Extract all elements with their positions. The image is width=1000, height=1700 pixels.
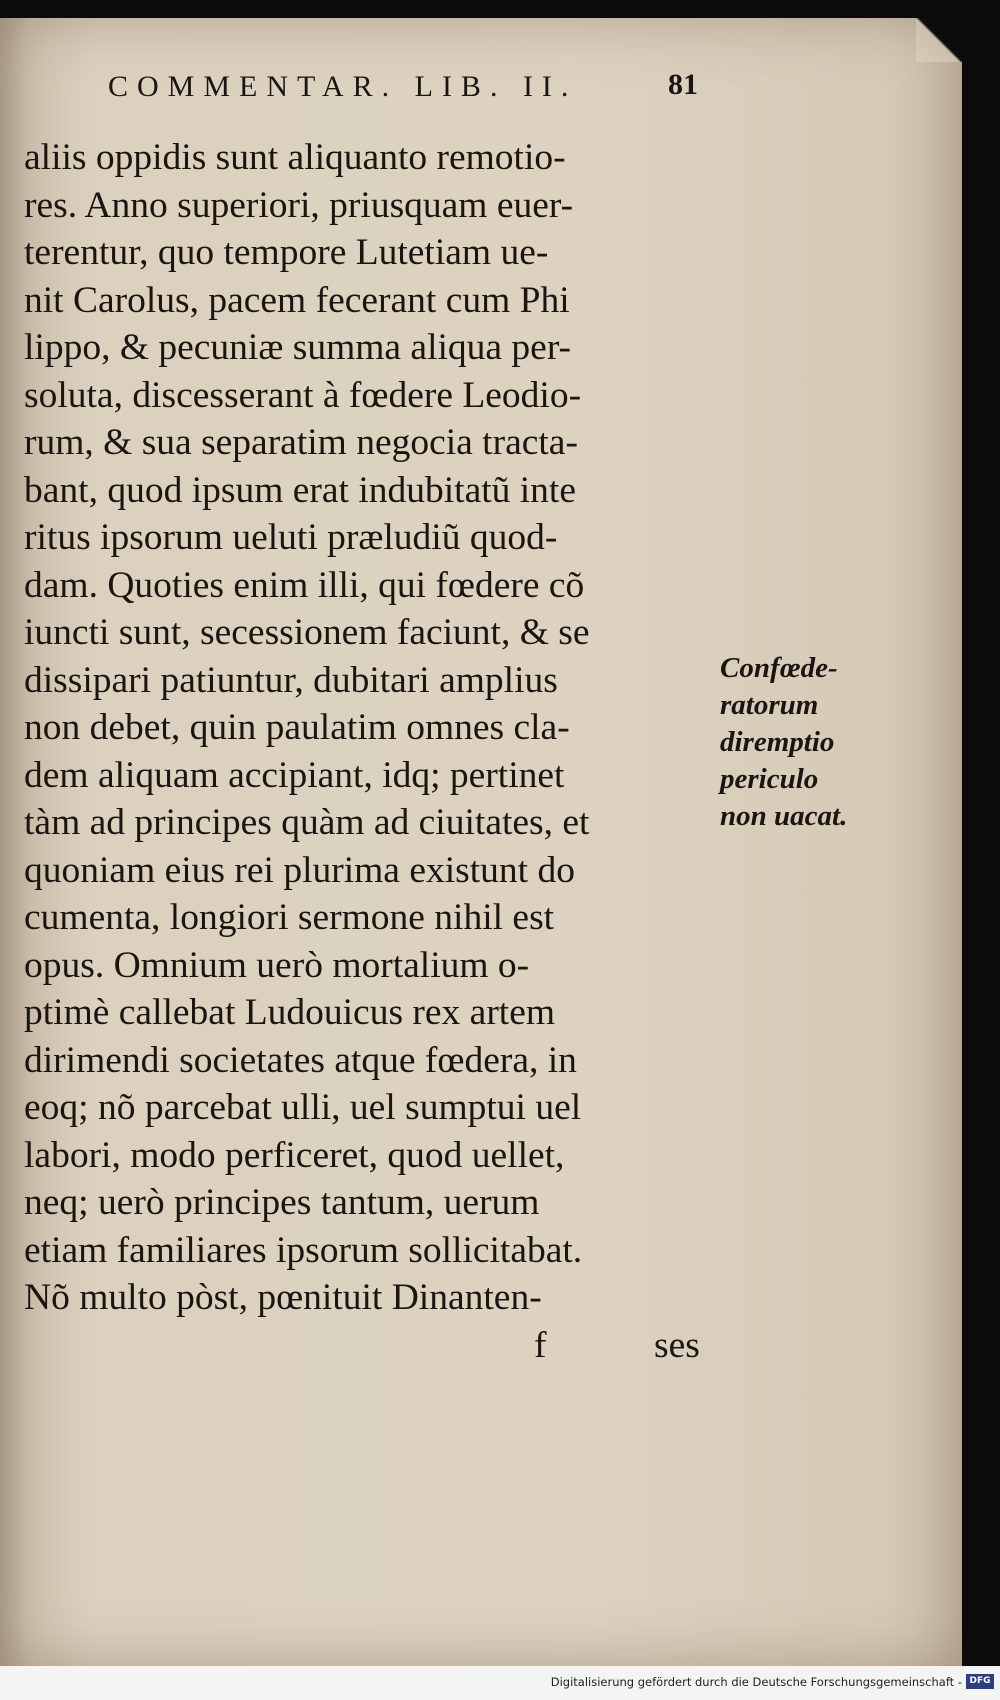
text-line: cumenta, longiori sermone nihil est	[24, 897, 555, 938]
running-head: COMMENTAR. LIB. II.	[108, 70, 578, 103]
text-line: dirimendi societates atque fœdera, in	[24, 1039, 577, 1081]
catchword: ses	[654, 1324, 700, 1366]
text-line: bant, quod ipsum erat indubitatũ inte	[24, 469, 576, 511]
text-line: rum, & sua separatim negocia tracta-	[24, 422, 578, 463]
text-line: quoniam eius rei plurima existunt do	[24, 849, 575, 891]
marginal-line: diremptio	[720, 726, 835, 758]
text-line: aliis oppidis sunt aliquanto remotio-	[24, 137, 566, 178]
text-line: dem aliquam accipiant, idq; pertinet	[24, 754, 565, 796]
text-line: res. Anno superiori, priusquam euer-	[24, 184, 574, 226]
text-line: eoq; nõ parcebat ulli, uel sumptui uel	[24, 1087, 582, 1128]
footer-bar	[0, 1666, 1000, 1700]
page-corner	[916, 18, 962, 62]
marginal-note	[720, 650, 890, 835]
text-line: ptimè callebat Ludouicus rex artem	[24, 992, 556, 1033]
text-line: lippo, & pecuniæ summa aliqua per-	[24, 327, 572, 368]
text-line: neq; uerò principes tantum, uerum	[24, 1182, 540, 1223]
text-line: non debet, quin paulatim omnes cla-	[24, 707, 570, 748]
book-page	[0, 18, 962, 1666]
marginal-line: non uacat.	[720, 800, 848, 832]
text-line: opus. Omnium uerò mortalium o-	[24, 944, 530, 986]
marginal-line: periculo	[720, 763, 819, 795]
folio-number: 81	[668, 68, 698, 101]
text-line: dam. Quoties enim illi, qui fœdere cõ	[24, 564, 585, 606]
signature-line	[24, 1322, 714, 1370]
text-line: Nõ multo pòst, pœnituit Dinanten-	[24, 1277, 542, 1318]
text-line: ritus ipsorum ueluti præludiũ quod-	[24, 517, 558, 558]
text-line: etiam familiares ipsorum sollicitabat.	[24, 1229, 583, 1271]
text-line: labori, modo perficeret, quod uellet,	[24, 1134, 565, 1176]
text-line: iuncti sunt, secessionem faciunt, & se	[24, 612, 590, 653]
text-line: nit Carolus, pacem fecerant cum Phi	[24, 279, 570, 321]
text-line: dissipari patiuntur, dubitari amplius	[24, 659, 558, 701]
marginal-line: ratorum	[720, 689, 819, 721]
body-text	[24, 134, 714, 1369]
text-line: terentur, quo tempore Lutetiam ue-	[24, 232, 549, 273]
dfg-logo: DFG	[966, 1674, 994, 1689]
text-line: soluta, discesserant à fœdere Leodio-	[24, 374, 582, 416]
funding-credit: Digitalisierung gefördert durch die Deutsche Forschungsgemeinschaft -	[550, 1675, 962, 1689]
marginal-line: Confœde-	[720, 652, 838, 684]
text-line: tàm ad principes quàm ad ciuitates, et	[24, 802, 590, 843]
signature-mark: f	[534, 1324, 547, 1366]
